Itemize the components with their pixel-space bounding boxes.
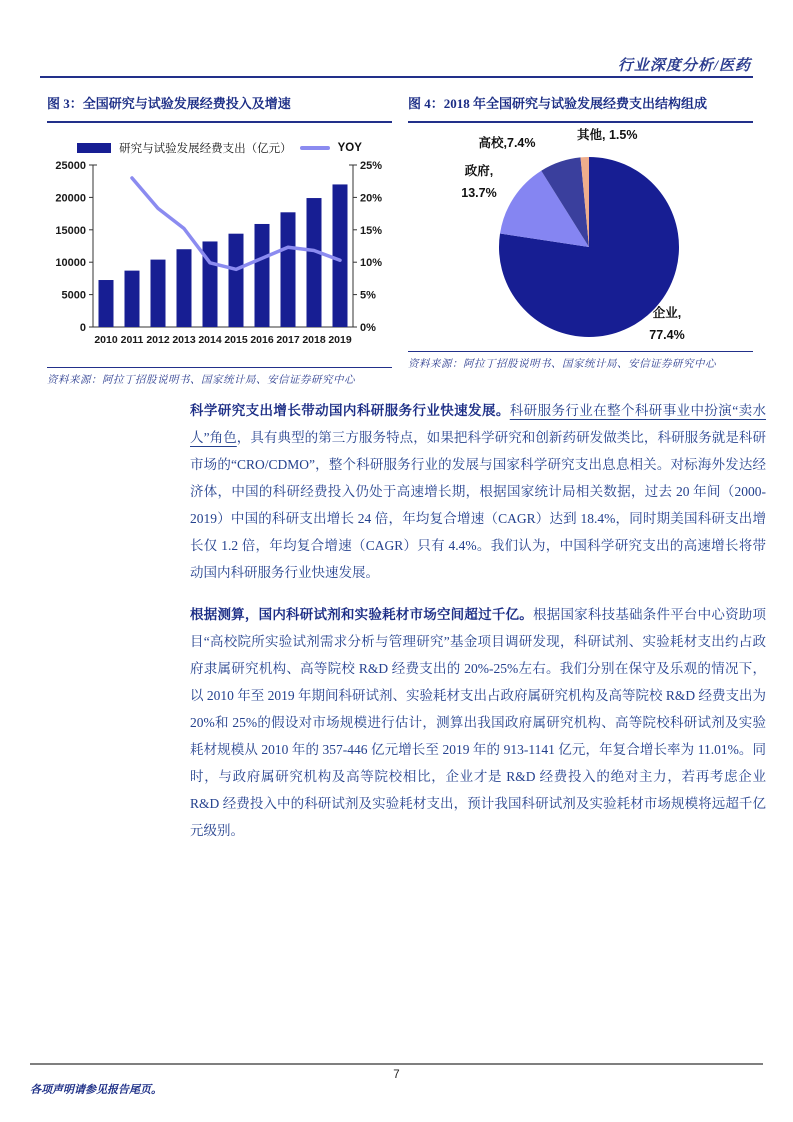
left-axis-label: 0 [79,322,86,334]
pie-label-企业: 77.4% [649,328,685,342]
bar-2012 [151,260,166,327]
pie-label-政府: 政府, [464,164,494,178]
footer-disclaimer: 各项声明请参见报告尾页。 [30,1084,162,1096]
right-axis-label: 10% [360,257,383,270]
figure-4 [408,94,753,387]
right-axis-label: 25% [360,160,383,172]
pie-label-高校: 高校,7.4% [478,136,536,150]
left-axis-label: 10000 [55,257,86,270]
bar-legend-label: 研究与试验发展经费支出（亿元） [119,143,292,155]
figures-row [47,94,753,387]
left-axis-label: 15000 [55,224,86,237]
figure-3 [47,94,392,387]
x-axis-label: 2011 [120,334,144,346]
paragraph-1-rest: ，具有典型的第三方服务特点，如果把科学研究和创新药研发做类比，科研服务就是科研市场的“CRO/CDMO”，整个科研服务行业的发展与国家科学研究支出息息相关。对标海外发达经济体，中国的科研经费投入仍处于高速增长期，根据国家统计局相关数据，过去 20 年间（2000-2019）中国的科研支出增长 24 倍，年均复合增速（CAGR）达到 18.4%，同时期美国科研支出增长仅 1.2 倍，年均复合增速（CAGR）只有 4.4%。我们认为，中国科学研究支出的高速增长将带动国内科研服务行业快速发展。 [190,430,766,580]
header-divider [40,76,753,78]
bar-chart-legend [47,139,392,157]
figure-3-bottom-rule [47,367,392,368]
figure-4-chart [408,123,753,351]
paragraph-2-lead: 根据测算，国内科研试剂和实验耗材市场空间超过千亿。 [190,607,533,622]
right-axis-label: 5% [360,289,376,302]
figure-3-chart [47,139,392,367]
pie-label-其他: 其他, 1.5% [577,128,638,142]
figure-3-source: 资料来源：阿拉丁招股说明书、国家统计局、安信证券研究中心 [47,375,355,386]
page-number: 7 [393,1069,400,1081]
paragraph-2 [190,601,766,844]
bar-2010 [99,280,114,327]
left-axis-label: 20000 [55,192,86,205]
bar-2011 [125,271,140,327]
bar-2016 [255,224,270,327]
bar-2019 [333,184,348,327]
figure-4-bottom-rule [408,351,753,352]
figure-4-title: 图 4：2018 年全国研究与试验发展经费支出结构组成 [408,96,708,111]
x-axis-label: 2015 [224,334,248,346]
footer-divider [30,1063,763,1065]
report-header: 行业深度分析/医药 [617,58,751,74]
body-text [190,397,766,859]
paragraph-2-rest: 根据国家科技基础条件平台中心资助项目“高校院所实验试剂需求分析与管理研究”基金项目调研发现，科研试剂、实验耗材支出约占政府隶属研究机构、高等院校 R&D 经费支出的 20%-25%左右。我们分别在保守及乐观的情况下，以 2010 年至 2019 年期间科研试剂、实验耗材支出占政府属研究机构及高等院校 R&D 经费支出为 20%和 25%的假设对市场规模进行估计，测算出我国政府属研究机构、高等院校科研试剂及实验耗材规模从 2010 年的 357-446 亿元增长至 2019 年的 913-1141 亿元，年复合增长率为 11.01%。同时，与政府属研究机构及高等院校相比，企业才是 R&D 经费投入的绝对主力，若再考虑企业 R&D 经费投入中的科研试剂及实验耗材支出，预计我国科研试剂及实验耗材市场规模将远超千亿元级别。 [190,607,767,838]
right-axis-label: 15% [360,224,383,237]
x-axis-label: 2018 [302,334,326,346]
x-axis-label: 2012 [146,334,170,346]
x-axis-label: 2013 [172,334,196,346]
pie-label-政府: 13.7% [461,186,497,200]
bar-2013 [177,249,192,327]
bar-2018 [307,198,322,327]
paragraph-1 [190,397,766,586]
right-axis-label: 0% [360,322,376,334]
figure-3-title-rule [47,121,392,123]
x-axis-label: 2019 [328,334,352,346]
paragraph-1-underlined: 科研服务行业在整个科研事业中扮演“卖水人”角色 [190,403,767,445]
bar-2017 [281,212,296,327]
x-axis-label: 2017 [276,334,300,346]
bar-chart-svg [47,157,395,355]
x-axis-label: 2014 [198,334,222,346]
pie-label-企业: 企业, [652,306,682,320]
line-legend-label: YOY [337,142,362,154]
figure-3-title: 图 3：全国研究与试验发展经费投入及增速 [47,96,291,111]
left-axis-label: 5000 [61,289,86,302]
pie-chart-svg [408,123,756,351]
left-axis-label: 25000 [55,160,86,172]
line-legend-swatch [300,146,330,150]
figure-4-source: 资料来源：阿拉丁招股说明书、国家统计局、安信证券研究中心 [408,359,716,370]
bar-2015 [229,234,244,327]
bar-legend-swatch [77,143,111,153]
x-axis-label: 2016 [250,334,274,346]
x-axis-label: 2010 [94,334,118,346]
right-axis-label: 20% [360,192,383,205]
paragraph-1-lead: 科学研究支出增长带动国内科研服务行业快速发展。 [190,403,510,418]
